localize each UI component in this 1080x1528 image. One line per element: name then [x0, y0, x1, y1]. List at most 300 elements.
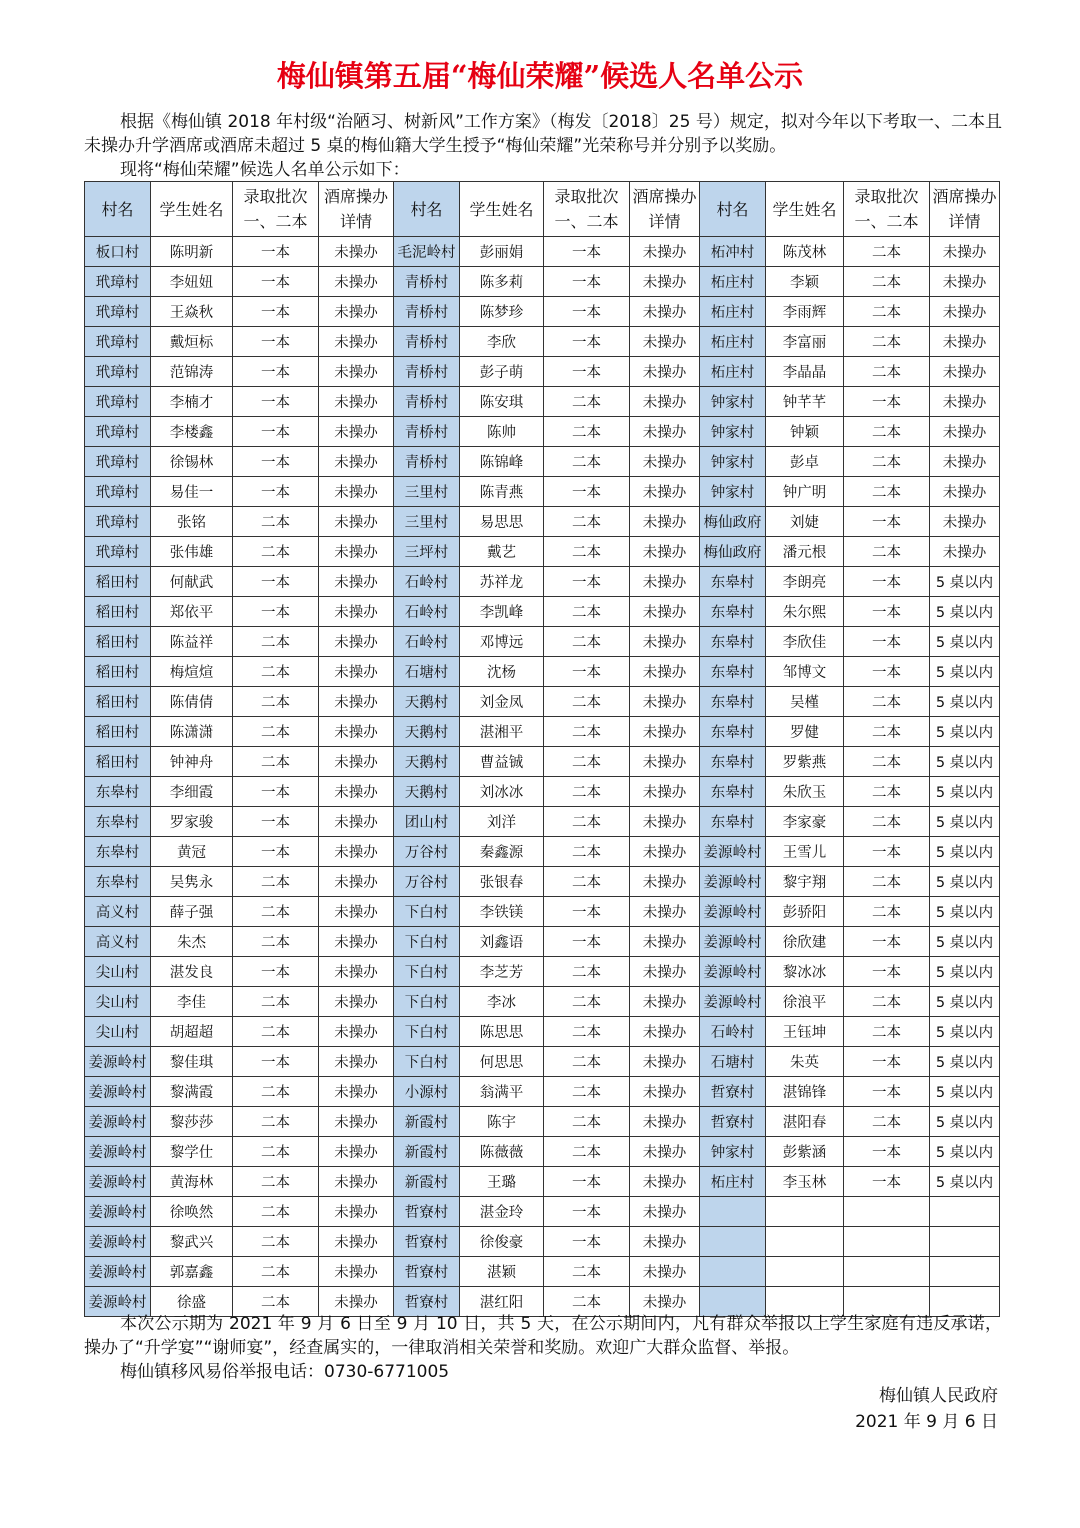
admission-batch-cell: 二本 [233, 1167, 319, 1197]
banquet-detail-cell: 5 桌以内 [930, 1047, 1000, 1077]
admission-batch-cell: 一本 [844, 507, 930, 537]
banquet-detail-cell: 未操办 [319, 597, 394, 627]
table-header-row [85, 182, 1000, 237]
student-name-cell: 李芝芳 [460, 957, 544, 987]
student-name-cell: 黎武兴 [151, 1227, 233, 1257]
village-cell: 稻田村 [85, 567, 151, 597]
student-name-cell: 陈明新 [151, 237, 233, 267]
student-name-cell: 钟广明 [766, 477, 844, 507]
table-row [85, 717, 1000, 747]
village-cell: 天鹅村 [394, 747, 460, 777]
student-name-cell: 湛阳春 [766, 1107, 844, 1137]
village-cell: 石塘村 [394, 657, 460, 687]
village-cell: 青桥村 [394, 327, 460, 357]
student-name-cell: 黎佳琪 [151, 1047, 233, 1077]
admission-batch-cell: 二本 [544, 987, 630, 1017]
student-name-cell: 何思思 [460, 1047, 544, 1077]
student-name-cell: 王雪儿 [766, 837, 844, 867]
intro-paragraph: 根据《梅仙镇 2018 年村级“治陋习、树新风”工作方案》（梅发〔2018〕25 号）规定，拟对今年以下考取一、二本且未操办升学酒席或酒席未超过 5 桌的梅仙籍大学生授予“梅仙荣耀”光荣称号并分别予以奖励。 [84, 112, 1002, 156]
banquet-detail-cell: 未操办 [630, 1137, 700, 1167]
issue-date: 2021 年 9 月 6 日 [855, 1412, 998, 1432]
village-cell: 青桥村 [394, 297, 460, 327]
banquet-detail-cell: 5 桌以内 [930, 1107, 1000, 1137]
admission-batch-cell: 一本 [844, 1137, 930, 1167]
admission-batch-cell: 二本 [233, 687, 319, 717]
banquet-detail-cell: 未操办 [319, 297, 394, 327]
banquet-detail-cell: 5 桌以内 [930, 1167, 1000, 1197]
student-name-cell: 黎宇翔 [766, 867, 844, 897]
banquet-detail-cell: 未操办 [630, 1287, 700, 1317]
admission-batch-cell: 一本 [544, 1227, 630, 1257]
banquet-detail-cell: 未操办 [630, 447, 700, 477]
table-row [85, 477, 1000, 507]
header-banquet-detail: 酒席操办 详情 [930, 182, 1000, 237]
student-name-cell: 郭嘉鑫 [151, 1257, 233, 1287]
village-cell: 东皋村 [85, 807, 151, 837]
village-cell: 东皋村 [700, 687, 766, 717]
student-name-cell: 李冰 [460, 987, 544, 1017]
student-name-cell: 陈锦峰 [460, 447, 544, 477]
banquet-detail-cell: 未操办 [630, 957, 700, 987]
banquet-detail-cell: 未操办 [319, 807, 394, 837]
student-name-cell: 钟神舟 [151, 747, 233, 777]
table-row [85, 927, 1000, 957]
admission-batch-cell: 二本 [233, 1257, 319, 1287]
student-name-cell: 徐俊豪 [460, 1227, 544, 1257]
banquet-detail-cell: 未操办 [630, 837, 700, 867]
admission-batch-cell: 一本 [233, 567, 319, 597]
banquet-detail-cell: 未操办 [319, 537, 394, 567]
banquet-detail-cell: 未操办 [630, 1227, 700, 1257]
village-cell: 青桥村 [394, 387, 460, 417]
student-name-cell: 徐锡林 [151, 447, 233, 477]
banquet-detail-cell: 未操办 [630, 867, 700, 897]
student-name-cell: 湛金玲 [460, 1197, 544, 1227]
village-cell: 姜源岭村 [85, 1137, 151, 1167]
village-cell: 柘庄村 [700, 327, 766, 357]
student-name-cell: 陈思思 [460, 1017, 544, 1047]
admission-batch-cell: 二本 [844, 537, 930, 567]
banquet-detail-cell: 5 桌以内 [930, 957, 1000, 987]
student-name-cell: 李佳 [151, 987, 233, 1017]
student-name-cell: 朱杰 [151, 927, 233, 957]
header-village: 村名 [85, 182, 151, 237]
village-cell: 姜源岭村 [85, 1167, 151, 1197]
banquet-detail-cell: 未操办 [930, 477, 1000, 507]
village-cell: 柘冲村 [700, 237, 766, 267]
table-row [85, 987, 1000, 1017]
header-student-name: 学生姓名 [460, 182, 544, 237]
table-row [85, 627, 1000, 657]
student-name-cell: 秦鑫源 [460, 837, 544, 867]
banquet-detail-cell: 未操办 [319, 267, 394, 297]
student-name-cell [766, 1257, 844, 1287]
student-name-cell: 胡超超 [151, 1017, 233, 1047]
admission-batch-cell: 二本 [544, 1257, 630, 1287]
admission-batch-cell: 一本 [844, 1077, 930, 1107]
student-name-cell: 朱尔熙 [766, 597, 844, 627]
banquet-detail-cell: 未操办 [630, 327, 700, 357]
student-name-cell: 王璐 [460, 1167, 544, 1197]
student-name-cell: 李凯峰 [460, 597, 544, 627]
student-name-cell: 朱英 [766, 1047, 844, 1077]
village-cell: 钟家村 [700, 1137, 766, 1167]
student-name-cell: 张银春 [460, 867, 544, 897]
village-cell: 姜源岭村 [85, 1227, 151, 1257]
village-cell: 天鹅村 [394, 717, 460, 747]
village-cell: 玳璋村 [85, 387, 151, 417]
banquet-detail-cell: 未操办 [319, 897, 394, 927]
banquet-detail-cell: 未操办 [319, 1227, 394, 1257]
admission-batch-cell: 二本 [233, 987, 319, 1017]
village-cell: 哲寮村 [700, 1107, 766, 1137]
banquet-detail-cell: 未操办 [319, 1257, 394, 1287]
admission-batch-cell: 二本 [544, 1047, 630, 1077]
banquet-detail-cell: 未操办 [630, 357, 700, 387]
village-cell: 高义村 [85, 897, 151, 927]
village-cell: 小源村 [394, 1077, 460, 1107]
table-row [85, 1257, 1000, 1287]
village-cell: 玳璋村 [85, 477, 151, 507]
student-name-cell [766, 1227, 844, 1257]
village-cell: 高义村 [85, 927, 151, 957]
admission-batch-cell: 一本 [544, 1197, 630, 1227]
admission-batch-cell: 二本 [233, 1197, 319, 1227]
village-cell: 下白村 [394, 927, 460, 957]
banquet-detail-cell: 未操办 [319, 687, 394, 717]
student-name-cell: 张伟雄 [151, 537, 233, 567]
table-row [85, 447, 1000, 477]
admission-batch-cell: 一本 [233, 327, 319, 357]
admission-batch-cell: 二本 [233, 1077, 319, 1107]
banquet-detail-cell [930, 1257, 1000, 1287]
header-admission-batch: 录取批次 一、二本 [544, 182, 630, 237]
admission-batch-cell: 二本 [233, 537, 319, 567]
banquet-detail-cell: 5 桌以内 [930, 597, 1000, 627]
student-name-cell: 钟芊芊 [766, 387, 844, 417]
village-cell: 稻田村 [85, 597, 151, 627]
admission-batch-cell: 一本 [544, 1167, 630, 1197]
village-cell: 青桥村 [394, 267, 460, 297]
admission-batch-cell: 一本 [844, 567, 930, 597]
admission-batch-cell: 一本 [844, 387, 930, 417]
table-body [85, 237, 1000, 1317]
admission-batch-cell: 二本 [544, 957, 630, 987]
village-cell: 天鹅村 [394, 777, 460, 807]
admission-batch-cell: 一本 [233, 417, 319, 447]
banquet-detail-cell: 未操办 [630, 897, 700, 927]
village-cell: 姜源岭村 [85, 1077, 151, 1107]
admission-batch-cell: 一本 [544, 897, 630, 927]
village-cell: 玳璋村 [85, 447, 151, 477]
admission-batch-cell: 二本 [544, 1077, 630, 1107]
banquet-detail-cell: 未操办 [630, 297, 700, 327]
admission-batch-cell: 二本 [544, 1137, 630, 1167]
header-admission-batch: 录取批次 一、二本 [844, 182, 930, 237]
admission-batch-cell: 一本 [544, 927, 630, 957]
admission-batch-cell: 二本 [233, 1017, 319, 1047]
village-cell: 石塘村 [700, 1047, 766, 1077]
village-cell: 东皋村 [700, 657, 766, 687]
student-name-cell: 李雨辉 [766, 297, 844, 327]
page-title: 梅仙镇第五届“梅仙荣耀”候选人名单公示 [276, 59, 804, 93]
student-name-cell: 徐盛 [151, 1287, 233, 1317]
village-cell: 下白村 [394, 1017, 460, 1047]
village-cell: 石岭村 [394, 567, 460, 597]
student-name-cell: 李颖 [766, 267, 844, 297]
admission-batch-cell: 一本 [544, 327, 630, 357]
banquet-detail-cell: 未操办 [630, 1107, 700, 1137]
banquet-detail-cell: 未操办 [630, 597, 700, 627]
student-name-cell: 范锦涛 [151, 357, 233, 387]
admission-batch-cell: 二本 [544, 1287, 630, 1317]
village-cell: 姜源岭村 [700, 837, 766, 867]
admission-batch-cell: 二本 [233, 897, 319, 927]
table-row [85, 657, 1000, 687]
village-cell [700, 1197, 766, 1227]
student-name-cell: 陈倩倩 [151, 687, 233, 717]
banquet-detail-cell: 5 桌以内 [930, 987, 1000, 1017]
admission-batch-cell: 二本 [544, 717, 630, 747]
admission-batch-cell: 一本 [544, 237, 630, 267]
admission-batch-cell: 二本 [544, 507, 630, 537]
banquet-detail-cell: 5 桌以内 [930, 927, 1000, 957]
table-row [85, 777, 1000, 807]
admission-batch-cell: 一本 [844, 657, 930, 687]
village-cell: 柘庄村 [700, 297, 766, 327]
admission-batch-cell: 二本 [544, 597, 630, 627]
village-cell: 梅仙政府 [700, 507, 766, 537]
village-cell: 稻田村 [85, 687, 151, 717]
banquet-detail-cell: 未操办 [319, 417, 394, 447]
banquet-detail-cell: 未操办 [930, 447, 1000, 477]
banquet-detail-cell: 未操办 [319, 447, 394, 477]
student-name-cell: 黎冰冰 [766, 957, 844, 987]
admission-batch-cell: 二本 [544, 687, 630, 717]
student-name-cell: 易思思 [460, 507, 544, 537]
admission-batch-cell: 二本 [544, 537, 630, 567]
village-cell: 哲寮村 [394, 1257, 460, 1287]
banquet-detail-cell: 5 桌以内 [930, 627, 1000, 657]
student-name-cell: 潘元根 [766, 537, 844, 567]
header-banquet-detail: 酒席操办 详情 [319, 182, 394, 237]
admission-batch-cell: 一本 [233, 447, 319, 477]
banquet-detail-cell: 未操办 [930, 537, 1000, 567]
student-name-cell: 李楠才 [151, 387, 233, 417]
student-name-cell: 王钰坤 [766, 1017, 844, 1047]
village-cell: 东皋村 [700, 627, 766, 657]
student-name-cell: 湛锦锋 [766, 1077, 844, 1107]
header-banquet-detail: 酒席操办 详情 [630, 182, 700, 237]
admission-batch-cell: 二本 [844, 897, 930, 927]
admission-batch-cell: 一本 [233, 807, 319, 837]
admission-batch-cell: 二本 [544, 1017, 630, 1047]
admission-batch-cell: 二本 [544, 417, 630, 447]
village-cell: 姜源岭村 [700, 957, 766, 987]
admission-batch-cell: 一本 [844, 597, 930, 627]
banquet-detail-cell: 未操办 [630, 717, 700, 747]
student-name-cell: 陈多莉 [460, 267, 544, 297]
banquet-detail-cell: 未操办 [319, 1287, 394, 1317]
student-name-cell: 朱欣玉 [766, 777, 844, 807]
banquet-detail-cell: 未操办 [319, 1137, 394, 1167]
table-row [85, 327, 1000, 357]
banquet-detail-cell: 未操办 [930, 507, 1000, 537]
table-row [85, 567, 1000, 597]
candidate-table [84, 181, 1000, 1317]
village-cell: 团山村 [394, 807, 460, 837]
banquet-detail-cell: 未操办 [319, 477, 394, 507]
student-name-cell: 黄海林 [151, 1167, 233, 1197]
admission-batch-cell: 二本 [233, 747, 319, 777]
student-name-cell: 沈杨 [460, 657, 544, 687]
admission-batch-cell: 一本 [544, 357, 630, 387]
table-row [85, 237, 1000, 267]
banquet-detail-cell: 未操办 [630, 507, 700, 537]
village-cell: 石岭村 [394, 627, 460, 657]
village-cell: 石岭村 [700, 1017, 766, 1047]
banquet-detail-cell: 未操办 [930, 327, 1000, 357]
header-student-name: 学生姓名 [766, 182, 844, 237]
student-name-cell: 刘婕 [766, 507, 844, 537]
admission-batch-cell: 二本 [844, 867, 930, 897]
admission-batch-cell [844, 1257, 930, 1287]
banquet-detail-cell: 5 桌以内 [930, 657, 1000, 687]
village-cell: 稻田村 [85, 747, 151, 777]
student-name-cell [766, 1197, 844, 1227]
banquet-detail-cell: 未操办 [930, 237, 1000, 267]
student-name-cell: 邓博远 [460, 627, 544, 657]
student-name-cell: 易佳一 [151, 477, 233, 507]
footer-text [84, 1312, 1002, 1384]
village-cell: 下白村 [394, 987, 460, 1017]
table-row [85, 867, 1000, 897]
admission-batch-cell: 二本 [233, 1227, 319, 1257]
admission-batch-cell: 二本 [544, 1107, 630, 1137]
table-row [85, 1167, 1000, 1197]
village-cell: 东皋村 [700, 567, 766, 597]
banquet-detail-cell: 未操办 [319, 657, 394, 687]
village-cell: 姜源岭村 [85, 1257, 151, 1287]
table-row [85, 357, 1000, 387]
intro-text [84, 110, 1002, 182]
table-row [85, 897, 1000, 927]
banquet-detail-cell: 未操办 [630, 657, 700, 687]
admission-batch-cell: 二本 [544, 627, 630, 657]
admission-batch-cell: 一本 [233, 777, 319, 807]
table-row [85, 267, 1000, 297]
banquet-detail-cell: 5 桌以内 [930, 687, 1000, 717]
village-cell: 东皋村 [85, 777, 151, 807]
admission-batch-cell: 一本 [233, 357, 319, 387]
admission-batch-cell: 二本 [544, 387, 630, 417]
header-village: 村名 [394, 182, 460, 237]
admission-batch-cell: 一本 [844, 1167, 930, 1197]
village-cell: 毛泥岭村 [394, 237, 460, 267]
village-cell: 三里村 [394, 507, 460, 537]
admission-batch-cell: 一本 [544, 267, 630, 297]
village-cell: 新霞村 [394, 1107, 460, 1137]
village-cell [700, 1257, 766, 1287]
banquet-detail-cell: 未操办 [319, 867, 394, 897]
student-name-cell: 李楼鑫 [151, 417, 233, 447]
admission-batch-cell: 二本 [844, 477, 930, 507]
student-name-cell: 陈宇 [460, 1107, 544, 1137]
student-name-cell: 王焱秋 [151, 297, 233, 327]
student-name-cell: 陈薇薇 [460, 1137, 544, 1167]
banquet-detail-cell [930, 1227, 1000, 1257]
admission-batch-cell: 二本 [844, 297, 930, 327]
table-row [85, 1227, 1000, 1257]
student-name-cell: 梅煊煊 [151, 657, 233, 687]
student-name-cell: 李欣 [460, 327, 544, 357]
banquet-detail-cell: 未操办 [630, 927, 700, 957]
village-cell: 板口村 [85, 237, 151, 267]
village-cell: 玳璋村 [85, 537, 151, 567]
admission-batch-cell: 二本 [844, 417, 930, 447]
banquet-detail-cell: 未操办 [630, 987, 700, 1017]
student-name-cell: 罗家骏 [151, 807, 233, 837]
admission-batch-cell: 二本 [544, 867, 630, 897]
village-cell: 东皋村 [85, 837, 151, 867]
student-name-cell: 戴艺 [460, 537, 544, 567]
banquet-detail-cell: 未操办 [319, 507, 394, 537]
banquet-detail-cell: 5 桌以内 [930, 747, 1000, 777]
student-name-cell: 徐欣建 [766, 927, 844, 957]
admission-batch-cell: 二本 [844, 747, 930, 777]
village-cell: 新霞村 [394, 1137, 460, 1167]
student-name-cell: 何献武 [151, 567, 233, 597]
admission-batch-cell: 一本 [844, 837, 930, 867]
table-row [85, 297, 1000, 327]
student-name-cell: 李欣佳 [766, 627, 844, 657]
banquet-detail-cell: 未操办 [630, 747, 700, 777]
table-row [85, 537, 1000, 567]
village-cell: 下白村 [394, 897, 460, 927]
table-row [85, 1017, 1000, 1047]
banquet-detail-cell: 未操办 [630, 1017, 700, 1047]
table-row [85, 597, 1000, 627]
table-row [85, 1047, 1000, 1077]
village-cell: 新霞村 [394, 1167, 460, 1197]
banquet-detail-cell: 5 桌以内 [930, 777, 1000, 807]
student-name-cell: 李富丽 [766, 327, 844, 357]
banquet-detail-cell: 未操办 [630, 1047, 700, 1077]
student-name-cell: 彭骄阳 [766, 897, 844, 927]
village-cell: 下白村 [394, 957, 460, 987]
admission-batch-cell: 一本 [233, 477, 319, 507]
admission-batch-cell: 二本 [233, 627, 319, 657]
village-cell: 姜源岭村 [700, 867, 766, 897]
student-name-cell: 陈安琪 [460, 387, 544, 417]
admission-batch-cell: 二本 [544, 777, 630, 807]
banquet-detail-cell: 5 桌以内 [930, 1137, 1000, 1167]
student-name-cell: 刘冰冰 [460, 777, 544, 807]
student-name-cell: 刘鑫语 [460, 927, 544, 957]
student-name-cell: 李家豪 [766, 807, 844, 837]
village-cell: 天鹅村 [394, 687, 460, 717]
village-cell: 姜源岭村 [700, 897, 766, 927]
student-name-cell: 徐唤然 [151, 1197, 233, 1227]
village-cell: 东皋村 [700, 717, 766, 747]
village-cell: 柘庄村 [700, 357, 766, 387]
student-name-cell: 戴烜标 [151, 327, 233, 357]
banquet-detail-cell: 未操办 [930, 357, 1000, 387]
student-name-cell: 李铁镁 [460, 897, 544, 927]
student-name-cell: 黄冠 [151, 837, 233, 867]
banquet-detail-cell: 未操办 [630, 1257, 700, 1287]
village-cell: 钟家村 [700, 387, 766, 417]
